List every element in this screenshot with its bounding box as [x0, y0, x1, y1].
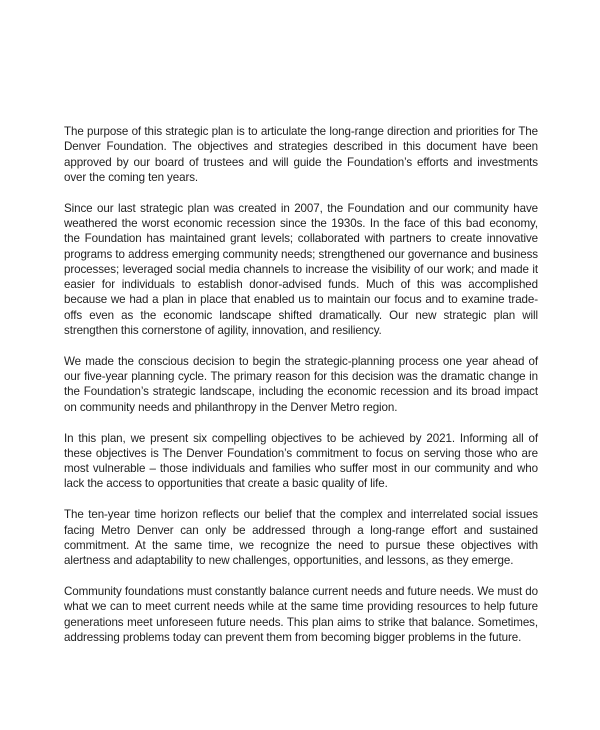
paragraph-planning-decision: We made the conscious decision to begin the strategic-planning process one year ahead of our five-year planning cycle. The primary reason for this decision was the dramatic change in the Foundation’s strategic landscape, including the economic recession and its broad impact on community needs and philanthropy in the Denver Metro region. [64, 354, 538, 414]
document-body [64, 124, 538, 645]
paragraph-balance: Community foundations must constantly balance current needs and future needs. We must do what we can to meet current needs while at the same time providing resources to help future generations meet unforeseen future needs. This plan aims to strike that balance. Sometimes, addressing problems today can prevent them from becoming bigger problems in the future. [64, 584, 538, 644]
paragraph-time-horizon: The ten-year time horizon reflects our belief that the complex and interrelated social issues facing Metro Denver can only be addressed through a long-range effort and sustained commitment. At the same time, we recognize the need to pursue these objectives with alertness and adaptability to new challenges, opportunities, and lessons, as they emerge. [64, 508, 538, 568]
paragraph-purpose: The purpose of this strategic plan is to articulate the long-range direction and priorities for The Denver Foundation. The objectives and strategies described in this document have been approved by our board of trustees and will guide the Foundation’s efforts and investments over the coming ten years. [64, 125, 538, 184]
paragraph-objectives: In this plan, we present six compelling objectives to be achieved by 2021. Informing all of these objectives is The Denver Foundation’s commitment to focus on serving those who are most vulnerable – those individuals and families who suffer most in our community and who lack the access to opportunities that create a basic quality of life. [64, 431, 538, 491]
paragraph-history: Since our last strategic plan was created in 2007, the Foundation and our community have weathered the worst economic recession since the 1930s. In the face of this bad economy, the Foundation has maintained grant levels; collaborated with partners to create innovative programs to address emerging community needs; strengthened our governance and business processes; leveraged social media channels to increase the visibility of our work; and made it easier for individuals to establish donor-advised funds. Much of this was accomplished because we had a plan in place that enabled us to maintain our focus and to examine trade-offs even as the economic landscape shifted dramatically. Our new strategic plan will strengthen this cornerstone of agility, innovation, and resiliency. [64, 201, 538, 338]
